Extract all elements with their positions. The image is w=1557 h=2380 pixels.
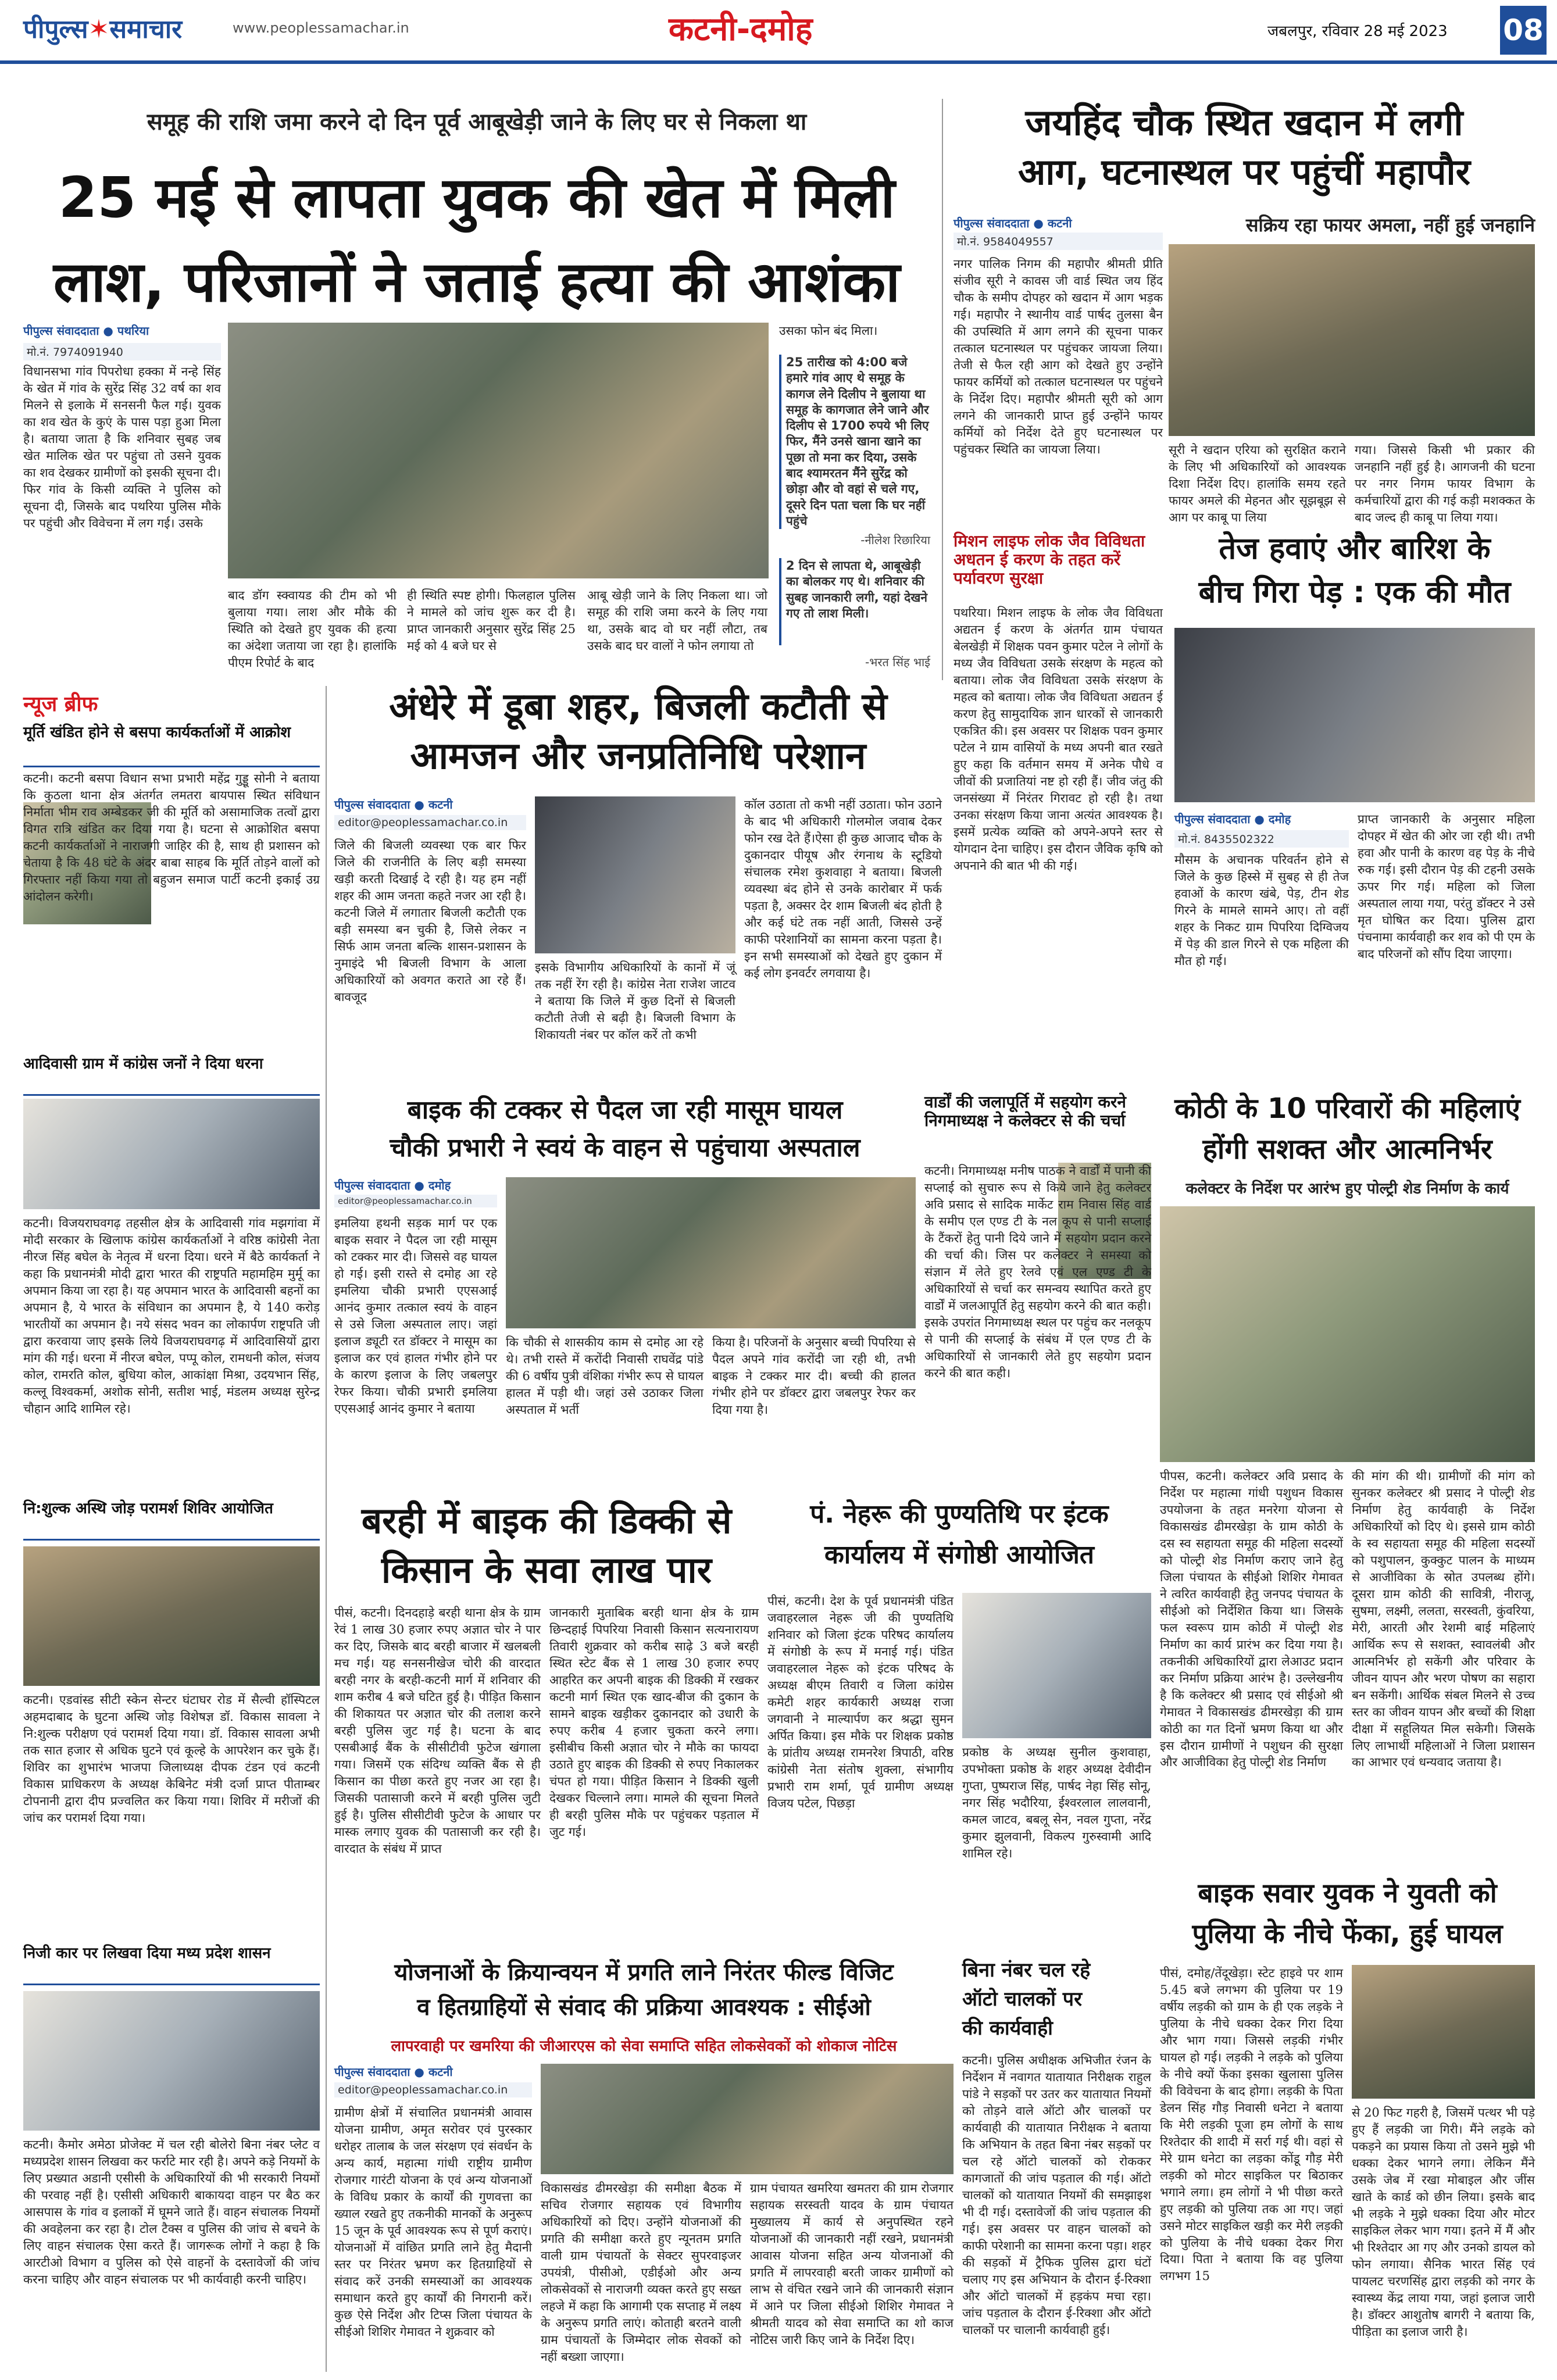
story1-col4: आबू खेड़ी जाने के लिए निकला था। जो समूह की राशि जमा करने के लिए गया था, उसके बाद वो घर नहीं लौटा, तब उसके बाद घर वालों ने फोन लगाया तो: [587, 588, 767, 653]
story5-headline-2: आमजन और जनप्रतिनिधि परेशान: [410, 735, 866, 778]
story6-col1: इमलिया हथनी सड़क मार्ग पर एक बाइक सवार ने पैदल जा रही मासूम को टक्कर मार दी। जिससे वह घायल हो गई। इसी रास्ते से दमोह आ रहे इमलिया चौकी प्रभारी एएसआई आनंद कुमार तत्काल स्वयं के वाहन से उसे जिला अस्पताल लाए। जहां इलाज ड्यूटी रत डॉक्टर ने मासूम का इलाज कर एवं हालत गंभीर होने पर के कारण इलाज के लिए जबलपुर रेफर किया। चौकी प्रभारी इमलिया एएसआई आनंद कुमार ने बताया: [334, 1216, 497, 1416]
masthead: [0, 0, 1557, 64]
brief4-photo: [23, 1991, 320, 2131]
story11-byline: पीपुल्स संवाददाता ● कटनी: [334, 2065, 453, 2079]
website-url: www.peoplessamachar.in: [233, 20, 409, 36]
story8-subhead: कलेक्टर के निर्देश पर आरंभ हुए पोल्ट्री शेड निर्माण के कार्य: [1185, 1180, 1509, 1198]
brief3-headline: नि:शुल्क अस्थि जोड़ परामर्श शिविर आयोजित: [23, 1497, 320, 1541]
story11-headline-2: व हितग्राहियों से संवाद की प्रक्रिया आवश्यक : सीईओ: [417, 1994, 871, 2021]
brief4-headline: निजी कार पर लिखवा दिया मध्य प्रदेश शासन: [23, 1942, 320, 1985]
story9-col2: जानकारी मुताबिक बरही थाना क्षेत्र के ग्राम छिन्दहाई पिपरिया निवासी किसान सत्यनारायण तिवारी शुक्रवार को करीब साढ़े 3 बजे बरही स्थित स्टेट बैंक से 1 लाख 30 हजार रुपए आहरित कर अपनी बाइक की डिक्की में रखकर कटनी मार्ग स्थित एक खाद-बीज की दुकान के सामने बाइक खड़ीकर दुकानदार को उधारी के रुपए करीब 4 हजार चुकता करने लगा। इसीबीच किसी अज्ञात चोर ने मौके का फायदा उठाते हुए बाइक की डिक्की से रुपए निकालकर चंपत हो गया। पीड़ित किसान ने डिक्की खुली देखकर चिल्लाने लगा। मामले की सूचना मिलते ही बरही पुलिस मौके पर पहुंचकर पड़ताल में जुट गई।: [549, 1606, 759, 1839]
story11-col3: ग्राम पंचायत खमरिया खमतरा की ग्राम रोजगार सहायक सरस्वती यादव के ग्राम पंचायत मुख्यालय में कार्य से अनुपस्थित रहने योजनाओं की जानकारी नहीं रखने, प्रधानमंत्री आवास योजना सहित अन्य योजनाओं की प्रगति में लापरवाही बरती जाकर ग्रामीणों को लाभ से वंचित रखने जाने की जानकारी संज्ञान में आने पर जिला सीईओ शिशिर गेमावत ने श्रीमती यादव को सेवा समाप्ति का शो काज नोटिस जारी किए जाने के निर्देश दिए।: [750, 2181, 954, 2347]
news-brief-tag: न्यूज ब्रीफ: [23, 692, 98, 716]
story12-headline-1: बिना नंबर चल रहे: [962, 1959, 1091, 1982]
story5-contact: editor@peoplessamachar.co.in: [334, 815, 526, 830]
brief2-headline: आदिवासी ग्राम में कांग्रेस जनों ने दिया धरना: [23, 1052, 320, 1096]
story3-headline: मिशन लाइफ लोक जैव विविधता अधतन ई करण के तहत करें पर्यावरण सुरक्षा: [954, 531, 1145, 588]
story2-headline-2: आग, घटनास्थल पर पहुंचीं महापौर: [1018, 151, 1470, 193]
story6-col2: कि चौकी से शासकीय काम से दमोह आ रहे थे। तभी रास्ते में करोंदी निवासी राघवेंद्र पांडे की 6 वर्षीय पुत्री वंशिका गंभीर रूप से घायल हालत में पड़ी थी। जहां उसे उठाकर जिला अस्पताल में भर्ती: [506, 1335, 703, 1417]
story1-headline-2: लाश, परिजानों ने जताई हत्या की आशंका: [53, 249, 901, 315]
story8-col1: पीपस, कटनी। कलेक्टर अवि प्रसाद के निर्देश पर महात्मा गांधी पशुधन विकास उपयोजना के तहत मनरेगा योजना से विकासखंड ढीमरखेड़ा के ग्राम कोठी के दस स्व सहायता समूह की महिला सदस्यों को पोल्ट्री शेड निर्माण कराए जाने हेतु जिला पंचायत के सीईओ शिशिर गेमावत ने त्वरित कार्यवाही हेतु जनपद पंचायत के सीईओ को निर्देशित किया था। जिसके फल स्वरूप ग्राम कोठी में पोल्ट्री शेड निर्माण का कार्य प्रारंभ कर दिया गया है। तकनीकी अधिकारियों द्वारा लेआउट प्रदान कर निर्माण प्रक्रिया आरंभ है। उल्लेखनीय है कि कलेक्टर श्री प्रसाद एवं सीईओ श्री गेमावत ने विकासखंड ढीमरखेड़ा की ग्राम कोठी का गत दिनों भ्रमण किया था और इस दौरान ग्रामीणों ने पशुधन की सुरक्षा और आजीविका हेतु पोल्ट्री शेड निर्माण: [1160, 1469, 1343, 1770]
story1-col3: ही स्थिति स्पष्ट होगी। फिलहाल पुलिस ने मामले को जांच शुरू कर दी है। प्राप्त जानकारी अनुसार सुरेंद्र सिंह 25 मई को 4 बजे घर से: [407, 588, 576, 653]
story10-col2: प्रकोष्ठ के अध्यक्ष सुनील कुशवाहा, उपभोक्ता प्रकोष्ठ के शहर अध्यक्ष देवीदीन गुप्ता, पुष्पराज सिंह, पार्षद नेहा सिंह सोनू, नगर सिंह भदौरिया, ईश्वरलाल लालवानी, कमल जाटव, बबलू सेन, नवल गुप्ता, नरेंद्र कुमार झुलवानी, विकल्प गुरुस्वामी आदि शामिल रहे।: [962, 1745, 1151, 1860]
story11-headline-1: योजनाओं के क्रियान्वयन में प्रगति लाने निरंतर फील्ड विजिट: [394, 1959, 894, 1986]
story10-photo: [962, 1593, 1151, 1738]
story5-col2: इसके विभागीय अधिकारियों के कानों में जूं तक नहीं रेंग रही है। कांग्रेस नेता राजेश जाटव ने बताया कि जिले में कुछ दिनों से बिजली कटौती तेजी से बढ़ी है। बिजली विभाग के शिकायती नंबर पर कॉल करें तो कभी: [535, 960, 735, 1042]
brief1-headline: मूर्ति खंडित होने से बसपा कार्यकर्ताओं में आक्रोश: [23, 721, 320, 767]
story11-col1: ग्रामीण क्षेत्रों में संचालित प्रधानमंत्री आवास योजना ग्रामीण, अमृत सरोवर एवं पुरस्कार धरोहर तालाब के जल संरक्षण एवं संवर्धन के अन्य कार्य, महात्मा गांधी राष्ट्रीय ग्रामीण रोजगार गारंटी योजना के एवं अन्य योजनाओं के विविध प्रकार के कार्यों की गुणवत्ता का ख्याल रखते हुए तकनीकी मानकों के अनुरूप 15 जून के पूर्व आवश्यक रूप से पूर्ण कराएं। योजनाओं में वांछित प्रगति लाने हेतु मैदानी स्तर पर निरंतर भ्रमण कर हितग्राहियों से संवाद करें उनकी समस्याओं का आवश्यक समाधान करते हुए कार्यों की निगरानी करें। कुछ ऐसे निर्देश और टिप्स जिला पंचायत के सीईओ शिशिर गेमावत ने शुक्रवार को: [334, 2106, 532, 2339]
story1-quote-1-author: -नीलेश रिछारिया: [860, 533, 930, 547]
story10-headline-2: कार्यालय में संगोष्ठी आयोजित: [824, 1540, 1094, 1570]
story1-quote-2-author: -भरत सिंह भाई: [865, 655, 930, 669]
story4-col1: मौसम के अचानक परिवर्तन होने से जिले के कुछ हिस्से में सुबह से ही तेज हवाओं के कारण खंबे, पेड़, टीन शेड गिरने के मामले सामने आए। तो वहीं शहर के निकट ग्राम पिपरिया दिग्विजय में पेड़ की डाल गिरने से एक महिला की मौत हो गई।: [1174, 853, 1349, 968]
story6-byline: पीपुल्स संवाददाता ● दमोह: [334, 1178, 451, 1192]
brief4-text: कटनी। कैमोर अमेठा प्रोजेक्ट में चल रही बोलेरो बिना नंबर प्लेट व मध्यप्रदेश शासन लिखवा कर फर्राटे मार रही है। अपने कड़े नियमों के लिए प्रख्यात अडानी एसीसी के अधिकारियों की भी सरकारी नियमों की परवाह नहीं है। एसीसी अधिकारी बाकायदा वाहन पर बैठ कर आसपास के गांव व इलाकों में घूमने जाते हैं। वाहन संचालक नियमों की अवहेलना कर रहा है। टोल टैक्स व पुलिस की जांच से बचने के लिए वाहन संचालक ऐसा करते हैं। जागरूक लोगों ने कहा है कि आरटीओ विभाग व पुलिस को ऐसे वाहनों के दस्तावेजों की जांच करना चाहिए और वाहन संचालक पर भी कार्यवाही करनी चाहिए।: [23, 2138, 320, 2286]
story11-subhead: लापरवाही पर खमरिया की जीआरएस को सेवा समाप्ति सहित लोकसेवकों को शोकाज नोटिस: [391, 2038, 897, 2055]
story2-body: नगर पालिक निगम की महापौर श्रीमती प्रीति संजीव सूरी ने कावस जी वार्ड स्थित जय हिंद चौक के समीप दोपहर को खदान में आग भड़क गई। महापौर ने स्थानीय वार्ड पार्षद तुलसा बैन की उपस्थिति में आग लगने की सूचना पाकर तत्काल घटनास्थल पर पहुंचकर जायजा लिया। तेजी से फैल रही आग को देखते हुए उन्होंने फायर कर्मियों को तत्काल घटनास्थल पर पहुंचने के निर्देश दिए। महापौर श्रीमती सूरी को आग लगने की जानकारी प्राप्त हुई उन्होंने फायर कर्मियों को निर्देश देते हुए घटनास्थल पर पहुंचकर स्थिति का जायजा लिया।: [954, 257, 1163, 456]
story12-body: कटनी। पुलिस अधीक्षक अभिजीत रंजन के निर्देशन में नवागत यातायात निरीक्षक राहुल पांडे ने सड़कों पर उतर कर यातायात नियमों को तोड़ने वाले ऑटो और चालकों पर कार्यवाही की यातायात निरीक्षक ने बताया कि अभियान के तहत बिना नंबर सड़कों पर चल रहे ऑटो चालकों को रोककर कागजातों की जांच पड़ताल की गई। ऑटो चालकों को यातायात नियमों की समझाइश भी दी गई। दस्तावेजों की जांच पड़ताल की गई। इस अवसर पर वाहन चालकों को काफी परेशानी का सामना करना पड़ा। शहर की सड़कों में ट्रैफिक पुलिस द्वारा घंटों चलाए गए इस अभियान के दौरान ई-रिक्शा और ऑटो चालकों में हड़कंप मचा रहा। जांच पड़ताल के दौरान ई-रिक्शा और ऑटो चालकों पर चालानी कार्यवाही हुई।: [962, 2053, 1151, 2337]
story5-byline: पीपुल्स संवाददाता ● कटनी: [334, 798, 453, 812]
story1-byline: पीपुल्स संवाददाता ● पथरिया: [23, 324, 149, 338]
story10-col1: पीसं, कटनी। देश के पूर्व प्रधानमंत्री पंडित जवाहरलाल नेहरू जी की पुण्यतिथि शनिवार को जिला इंटक परिषद कार्यालय में संगोष्ठी के रूप में मनाई गई। पंडित जवाहरलाल नेहरू को इंटक परिषद के अध्यक्ष बीएम तिवारी व जिला कांग्रेस कमेटी शहर कार्यकारी अध्यक्ष राजा जगवानी ने माल्यार्पण कर श्रद्धा सुमन अर्पित किया। इस मौके पर शिक्षक प्रकोष्ठ के प्रांतीय अध्यक्ष रामनरेश त्रिपाठी, वरिष्ठ कांग्रेसी नेता संतोष शुक्ला, संभागीय प्रभारी राम शर्मा, पूर्व ग्रामीण अध्यक्ष विजय पटेल, पिछड़ा: [767, 1594, 954, 1810]
brief2-text: कटनी। विजयराघवगढ़ तहसील क्षेत्र के आदिवासी गांव मझगांवा में मोदी सरकार के खिलाफ कांग्रेस कार्यकर्ताओं ने वरिष्ठ कांग्रेसी नेता नीरज सिंह बघेल के नेतृत्व में धरना दिया। धरने में बैठे कार्यकर्ता ने कहा कि प्रधानमंत्री मोदी द्वारा भारत की राष्ट्रपति महामहिम मुर्मू का अपमान किया जा रहा है। यह अपमान भारत के आदिवासी बहनों का अपमान है, ये भारत के संविधान का अपमान है, ये 140 करोड़ भारतीयों का अपमान है। नये संसद भवन का लोकार्पण राष्ट्रपति जी द्वारा करवाया जाए इसके लिये विजयराघवगढ़ में आदिवासियों द्वारा मांग की गई। धरना में नीरज बघेल, पप्पू कोल, रामधनी कोल, संजय कोल, रामरति कोल, बुधिया कोल, आकांक्षा मिश्रा, उदयभान सिंह, कल्लू विश्वकर्मा, अशोक सोनी, सतीश भाई, मंडलम अध्यक्ष सुरेन्द्र चौहान आदि शामिल रहे।: [23, 1216, 320, 1416]
brief3-photo: [23, 1546, 320, 1686]
story12-headline-3: की कार्यवाही: [962, 2017, 1053, 2040]
story13-headline-2: पुलिया के नीचे फेंका, हुई घायल: [1192, 1918, 1503, 1949]
story10-headline-1: पं. नेहरू की पुण्यतिथि पर इंटक: [810, 1499, 1109, 1529]
story6-headline-1: बाइक की टक्कर से पैदल जा रही मासूम घायल: [407, 1095, 843, 1125]
story4-contact: मो.नं. 8435502322: [1174, 830, 1349, 848]
story5-photo: [535, 796, 735, 953]
story2-subhead: सक्रिय रहा फायर अमला, नहीं हुई जनहानि: [1245, 214, 1535, 236]
page-number: 08: [1500, 6, 1547, 55]
story4-col2: प्राप्त जानकारी के अनुसार महिला दोपहर में खेत की ओर जा रही थी। तभी हवा और पानी के कारण वह पेड़ के नीचे रुक गई। इसी दौरान पेड़ की टहनी उसके ऊपर गिर गई। महिला को जिला अस्पताल लाया गया, परंतु डॉक्टर ने उसे मृत घोषित कर दिया। पुलिस द्वारा पंचनामा कार्यवाही कर शव को पी एम के बाद परिजनों को सौंप दिया जाएगा।: [1358, 812, 1535, 961]
story8-photo: [1160, 1206, 1535, 1462]
story8-headline-2: होंगी सशक्त और आत्मनिर्भर: [1202, 1133, 1492, 1166]
story9-headline-2: किसान के सवा लाख पार: [381, 1549, 712, 1591]
story11-col2: विकासखंड ढीमरखेड़ा की समीक्षा बैठक में सचिव रोजगार सहायक एवं विभागीय अधिकारियों को दिए। उन्होंने योजनाओं की प्रगति की समीक्षा करते हुए न्यूनतम प्रगति वाली ग्राम पंचायतों के सेक्टर सुपरवाइजर उपयंत्री, पीसीओ, एडीईओ और अन्य लोकसेवकों से नाराजगी व्यक्त करते हुए सख्त लहजे में कहा कि आगामी एक सप्ताह में लक्ष्य के अनुरूप प्रगति लाएं। कोताही बरतने वाली ग्राम पंचायतों के जिम्मेदार लोक सेवकों को नहीं बख्शा जाएगा।: [541, 2181, 741, 2364]
story1-kicker: समूह की राशि जमा करने दो दिन पूर्व आबूखेड़ी जाने के लिए घर से निकला था: [147, 109, 807, 135]
story8-headline-1: कोठी के 10 परिवारों की महिलाएं: [1174, 1092, 1520, 1125]
story4-headline-1: तेज हवाएं और बारिश के: [1219, 531, 1491, 566]
story9-headline-1: बरही में बाइक की डिक्की से: [361, 1499, 732, 1542]
story5-col3: कॉल उठाता तो कभी नहीं उठाता। फोन उठाने के बाद भी अधिकारी गोलमोल जवाब देकर फोन रख देते हैं।ऐसा ही कुछ आजाद चौक के दुकानदार पीयूष और रंगनाथ के स्टूडियो संचालक रमेश कुशवाहा ने बताया। बिजली व्यवस्था बंद होने से उनके कारोबार में फर्क पड़ता है, अक्सर देर शाम बिजली बंद होती है और कई घंटे तक नहीं आती, जिससे उन्हें काफी परेशानियों का सामना करना पड़ता है। इन सभी समस्याओं को देखते हुए दुकान में कई लोग इनवर्टर लगवाया है।: [744, 798, 942, 980]
story7-headline: वार्डों की जलापूर्ति में सहयोग करने निगमाध्यक्ष ने कलेक्टर से की चर्चा: [924, 1092, 1126, 1131]
story8-col2: की मांग की थी। ग्रामीणों की मांग को सुनकर कलेक्टर श्री प्रसाद ने पोल्ट्री शेड निर्माण हेतु कार्यवाही के निर्देश अधिकारियों को दिए थे। इससे ग्राम कोठी के स्व सहायता समूह की महिला सदस्यों को पशुपालन, कुक्कुट पालन के माध्यम से आजीविका के स्रोत उपलब्ध होंगे। दूसरा ग्राम कोठी की सावित्री, नीराजू, सुषमा, लक्ष्मी, ललता, सरस्वती, कुंवरिया, मेरी, आरती और रेशमी बाई महिलाएं आर्थिक रूप से सशक्त, स्वावलंबी और आत्मनिर्भर हो सकेंगी और परिवार के जीवन यापन और भरण पोषण का सहारा बन सकेंगी। आर्थिक संबल मिलने से उच्च स्तर का जीवन यापन और बच्चों की शिक्षा दीक्षा में सहूलियत मिल सकेगी। जिसके लिए लाभार्थी महिलाओं ने जिला प्रशासन का आभार एवं धन्यवाद जताया है।: [1352, 1469, 1535, 1770]
story13-headline-1: बाइक सवार युवक ने युवती को: [1198, 1877, 1497, 1909]
brief2-photo: [23, 1099, 320, 1209]
column-divider: [942, 99, 943, 680]
story6-headline-2: चौकी प्रभारी ने स्वयं के वाहन से पहुंचाया अस्पताल: [390, 1133, 860, 1163]
column-divider: [326, 686, 327, 2372]
story1-photo: [228, 323, 769, 578]
story5-col1: जिले की बिजली व्यवस्था एक बार फिर जिले की राजनीति के लिए बड़ी समस्या खड़ी करती दिखाई दे रही है। यह हम नहीं शहर की आम जनता कहते नजर आ रही है। कटनी जिले में लगातार बिजली कटौती एक बड़ी समस्या बन चुकी है, जिसे लेकर न सिर्फ आम जनता बल्कि शासन-प्रशासन के नुमाइंदे भी बिजली विभाग के आला अधिकारियों को अवगत कराते आ रहे हैं। बावजूद: [334, 838, 526, 1004]
story4-byline: पीपुल्स संवाददाता ● दमोह: [1174, 812, 1291, 826]
story7-body: कटनी। निगमाध्यक्ष मनीष पाठक ने वार्डों में पानी की सप्लाई को सुचारु रूप से किये जाने हेतु कलेक्टर अवि प्रसाद से सादिक मार्केट राम निवास सिंह वार्ड के समीप एल एण्ड टी के नल कूप से पानी सप्लाई के टैंकरों हेतु पानी दिये जाने में सहयोग प्रदान करने की चर्चा की। जिस पर कलेक्टर ने समस्या को संज्ञान में लेते हुए रेलवे एवं एल एण्ड टी के अधिकारियों से चर्चा कर समन्वय स्थापित करते हुए वार्डों में जलआपूर्ति हेतु सहयोग करने की बात कही। इसके उपरांत निगमाध्यक्ष स्थल पर पहुंच कर नलकूप से पानी की सप्लाई के संबंध में एल एण्ड टी के अधिकारियों से जानकारी लेते हुए सहयोग प्रदान करने की बात कही।: [924, 1164, 1151, 1380]
story2-caption-2: गया। जिससे किसी भी प्रकार की जनहानि नहीं हुई है। आगजनी की घटना पर नगर निगम फायर विभाग के कर्मचारियों द्वारा की गई कड़ी मशक्कत के बाद जल्द ही काबू पा लिया गया।: [1355, 443, 1535, 524]
newspaper-logo: पीपुल्स✶समाचार: [23, 15, 183, 44]
story11-photo: [541, 2064, 954, 2174]
brief1-text: कटनी। कटनी बसपा विधान सभा प्रभारी महेंद्र गुड्डू सोनी ने बताया कि कुठला थाना क्षेत्र अंतर्गत लमतरा बायपास स्थित संविधान निर्माता भीम राव अम्बेडकर जी की मूर्ति को असामाजिक तत्वों द्वारा विगत रात्रि खंडित कर दिया गया है। घटना से आक्रोशित बसपा कटनी कार्यकर्ताओं ने नाराजगी जाहिर की है, साथ ही प्रशासन को चेताया है कि 48 घंटे के अंदर बाबा साहब कि मूर्ति तोड़ने वालों को गिरफ्तार नहीं किया गया तो बहुजन समाज पार्टी कटनी इकाई उग्र आंदोलन करेगी।: [23, 771, 320, 903]
edition-date: जबलपुर, रविवार 28 मई 2023: [1267, 23, 1448, 40]
story1-side-top: उसका फोन बंद मिला।: [779, 324, 878, 338]
story1-contact: मो.नं. 7974091940: [23, 343, 221, 360]
story4-headline-2: बीच गिरा पेड़ : एक की मौत: [1198, 575, 1511, 610]
story1-headline-1: 25 मई से लापता युवक की खेत में मिली: [58, 165, 895, 230]
story2-contact: मो.नं. 9584049557: [954, 233, 1163, 250]
story5-headline-1: अंधेरे में डूबा शहर, बिजली कटौती से: [389, 685, 887, 728]
story2-caption-1: सूरी ने खदान एरिया को सुरक्षित कराने के लिए भी अधिकारियों को आवश्यक दिशा निर्देश दिए। हालांकि समय रहते फायर अमले की मेहनत और सूझबूझ से आग पर काबू पा लिया: [1169, 443, 1346, 524]
story9-col1: पीसं, कटनी। दिनदहाड़े बरही थाना क्षेत्र के ग्राम रेवं 1 लाख 30 हजार रुपए अज्ञात चोर ने पार कर दिए, जिसके बाद बरही बाजार में खलबली मच गई। यह सनसनीखेज चोरी की वारदात बरही नगर के बरही-कटनी मार्ग में शनिवार की शाम करीब 4 बजे घटित हुई है। पीड़ित किसान की शिकायत पर अज्ञात चोर की तलाश करने बरही पुलिस जुट गई है। घटना के बाद एसबीआई बैंक के सीसीटीवी फुटेज खंगाला गया। जिसमें एक संदिग्ध व्यक्ति बैंक से ही किसान का पीछा करते हुए नजर आ रहा है। जिसकी पतासाजी करने में बरही पुलिस जुटी हुई है। पुलिस सीसीटीवी फुटेज के आधार पर मास्क लगाए युवक की पतासाजी कर रही है। वारदात के संबंध में प्राप्त: [334, 1606, 541, 1856]
section-title: कटनी-दमोह: [669, 10, 813, 48]
story1-col2: बाद डॉग स्क्वायड की टीम को भी बुलाया गया। लाश और मौके की स्थिति को देखते हुए युवक की हत्या का अंदेशा जताया जा रहा है। हालांकि पीएम रिपोर्ट के बाद: [228, 588, 397, 670]
logo-star-icon: ✶: [88, 15, 110, 44]
story1-col1: विधानसभा गांव पिपरोधा हक्का में नन्हे सिंह के खेत में गांव के सुरेंद्र सिंह 32 वर्ष का शव मिलने से इलाके में सनसनी फैल गई। युवक का शव खेत के कुएं के पास पड़ा हुआ मिला है। बताया जाता है कि शनिवार सुबह जब खेत मालिक खेत पर पहुंचा तो उसने युवक का शव देखकर ग्रामीणों को इसकी सूचना दी। फिर गांव के किसी व्यक्ति ने पुलिस को सूचना दी, जिसके बाद पथरिया पुलिस मौके पर पहुंची और विवेचना में लग गई। उसके: [23, 364, 222, 530]
story4-photo: [1174, 628, 1535, 802]
story11-contact: editor@peoplessamachar.co.in: [334, 2082, 532, 2097]
story1-quote-1: 25 तारीख को 4:00 बजे हमारे गांव आए थे समूह के कागज लेने दिलीप ने बुलाया था समूह के कागजात लेने जाने और दिलीप से 1700 रुपये भी लिए फिर, मैंने उनसे खाना खाने का पूछा तो मना कर दिया, उसके बाद श्यामरतन मैंने सुरेंद्र को छोड़ा और वो वहां से चले गए, दूसरे दिन पता चला कि घर नहीं पहुंचे: [779, 355, 930, 529]
story1-quote-2: 2 दिन से लापता थे, आबूखेड़ी का बोलकर गए थे। शनिवार की सुबह जानकारी लगी, यहां देखने गए तो लाश मिली।: [779, 558, 930, 645]
story3-body: पथरिया। मिशन लाइफ के लोक जैव विविधता अद्यतन ई करण के अंतर्गत ग्राम पंचायत बेलखेड़ी में शिक्षक पवन कुमार पटेल ने लोगों के मध्य जैव विविधता उसके संरक्षण के महत्व को बताया। लोक जैव विविधता उसके संरक्षण के महत्व को बताया। लोक जैव विविधता अद्यतन ई करण हेतु सामुदायिक ज्ञान धारकों से जानकारी एकत्रित की। इस अवसर पर शिक्षक पवन कुमार पटेल ने ग्राम वासियों के मध्य अपनी बात रखते हुए कहा कि वर्तमान समय में अनेक पौधे व जीवों की प्रजातियां नष्ट हो रही हैं। जीव जंतु की जनसंख्या में निरंतर गिरावट हो रही है। तथा उनका संरक्षण किया जाना अत्यंत आवश्यक है। इसमें प्रत्येक व्यक्ति को अपने-अपने स्तर से योगदान देना चाहिए। इस दौरान जैविक कृषि को अपनाने की बात भी की गई।: [954, 606, 1163, 873]
story6-col3: किया है। परिजनों के अनुसार बच्ची पिपरिया से पैदल अपने गांव करोंदी जा रही थी, तभी बाइक ने टक्कर मार दी। बच्ची की हालत गंभीर होने पर डॉक्टर द्वारा जबलपुर रेफर कर दिया गया है।: [712, 1335, 916, 1417]
story2-byline: पीपुल्स संवाददाता ● कटनी: [954, 216, 1072, 230]
brief3-text: कटनी। एडवांस्ड सीटी स्केन सेन्टर घंटाघर रोड में सैल्वी हॉस्पिटल अहमदाबाद के घुटना अस्थि जोड़ विशेषज्ञ डॉ. विकास सावला ने नि:शुल्क परीक्षण एवं परामर्श दिया गया। डॉ. विकास सावला अभी तक सात हजार से अधिक घुटने एवं कूल्हे के आपरेशन कर चुके हैं। शिविर का शुभारंभ भाजपा जिलाध्यक्ष दीपक टंडन एवं कटनी विकास प्राधिकरण के अध्यक्ष केबिनेट मंत्री दर्जा प्राप्त पीताम्बर टोपनानी द्वारा दीप प्रज्वलित कर किया गया। शिविर में मरीजों की जांच कर परामर्श दिया गया।: [23, 1693, 320, 1825]
story6-contact: editor@peoplessamachar.co.in: [334, 1195, 497, 1207]
story13-photo: [1352, 1965, 1535, 2099]
story12-headline-2: ऑटो चालकों पर: [962, 1988, 1082, 2011]
story13-col1: पीसं, दमोह/तेंदूखेड़ा। स्टेट हाइवे पर शाम 5.45 बजे लगभग की पुलिया पर 19 वर्षीय लड़की को ग्राम के ही एक लड़के ने पुलिया के नीचे धक्का देकर गिरा दिया और भाग गया। जिससे लड़की गंभीर घायल हो गई। लड़की ने लड़के को पुलिया के नीचे क्यों फेंका इसका खुलासा पुलिस की विवेचना के बाद होगा। लड़की के पिता डेलन सिंह गौड़ निवासी धनेटा ने बताया कि मेरी लड़की पूजा हम लोगों के साथ रिश्तेदार की शादी में सर्रा गई थी। वहां से मेरे ग्राम धनेटा का लड़का कोंडू गौड़ मेरी लड़की को मोटर साइकिल पर बिठाकर भगाने लगा। हम लोगों ने भी पीछा करते हुए लड़की को पुलिया तक आ गए। जहां उसने मोटर साइकिल खड़ी कर मेरी लड़की को पुलिया के नीचे धक्का देकर गिरा दिया। पिता ने बताया कि वह पुलिया लगभग 15: [1160, 1966, 1343, 2283]
story6-photo: [506, 1177, 916, 1328]
story13-col2: से 20 फिट गहरी है, जिसमें पत्थर भी पड़े हुए हैं लड़की जा गिरी। मैंने लड़के को पकड़ने का प्रयास किया तो उसने मुझे भी धक्का देकर भागने लगा। लेकिन मैंने उसके जेब में रखा मोबाइल और जींस खाते के कार्ड को छीन लिया। इसके बाद भी लड़के ने मुझे धक्का दिया और मोटर साइकिल लेकर भाग गया। इतने में मैं और भी रिश्तेदार आ गए और उनको डायल को फोन लगाया। सैनिक भारत सिंह एवं पायलट चरणसिंह द्वारा लड़की को नगर के स्वास्थ्य केंद्र लाया गया, जहां इलाज जारी है। डॉक्टर आशुतोष बागरी ने बताया कि, पीड़िता का इलाज जारी है।: [1352, 2106, 1535, 2339]
story2-photo: [1169, 244, 1535, 436]
story2-headline-1: जयहिंद चौक स्थित खदान में लगी: [1025, 101, 1463, 144]
